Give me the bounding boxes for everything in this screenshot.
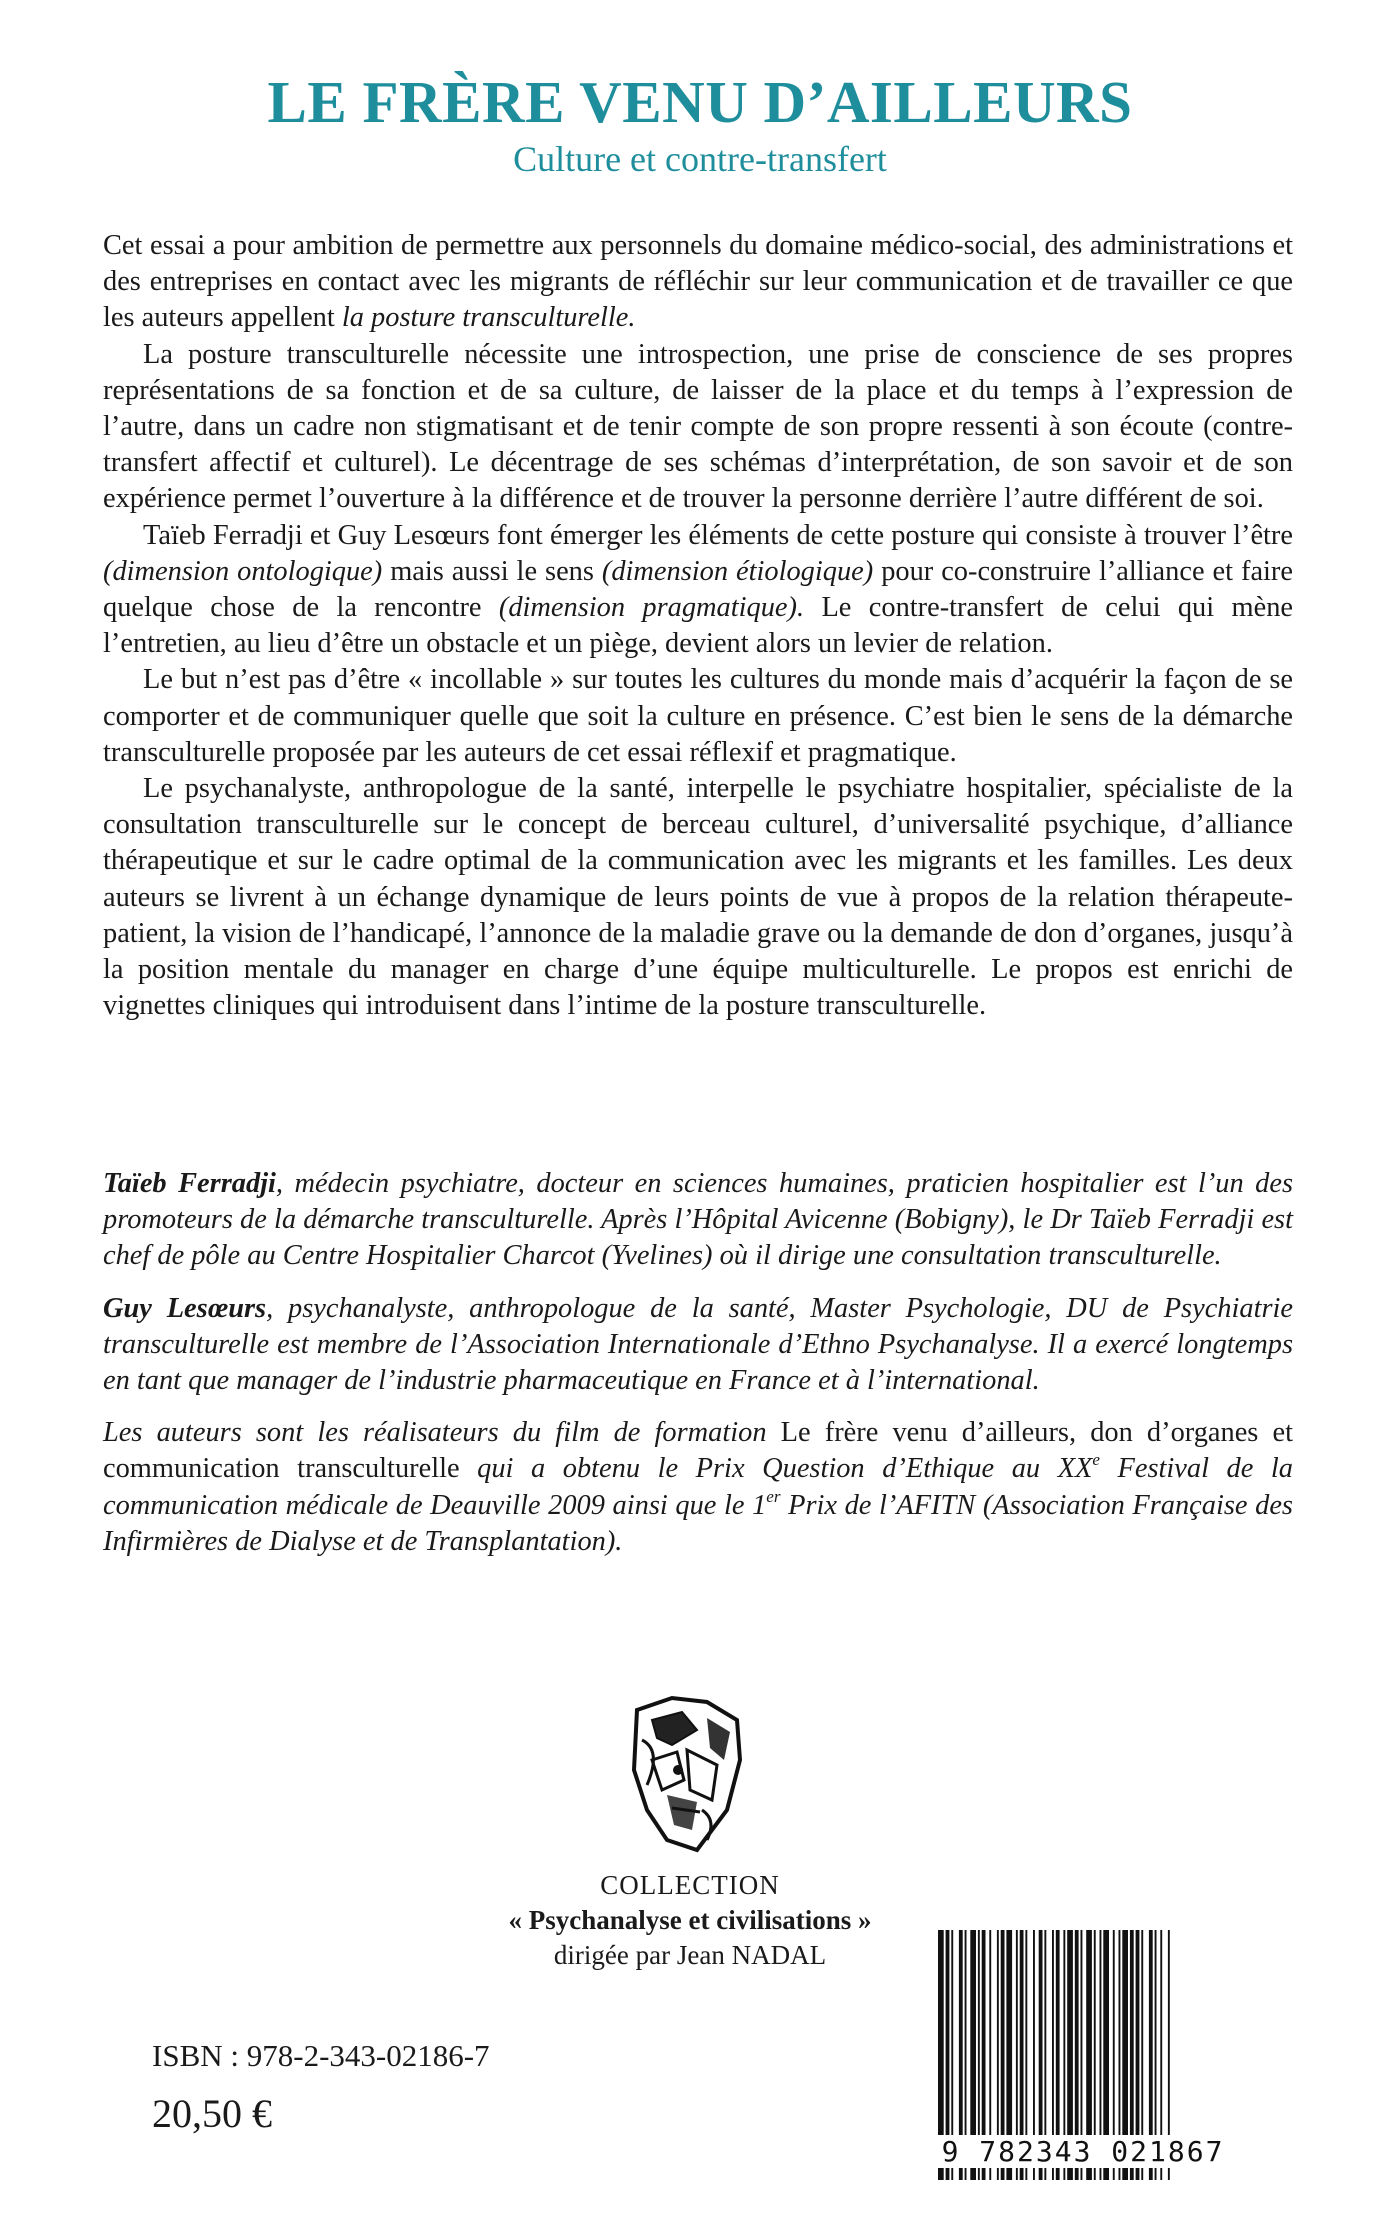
paragraph-3: Taïeb Ferradji et Guy Lesœurs font émerger les éléments de cette posture qui consiste à trouver l’être (dimension ontologique) mais aussi le sens (dimension étiologique) pour co-construire l’alliance et faire quelque chose de la rencontre (dimension pragmatique). Le contre-transfert de celui qui mène l’entretien, au lieu d’être un obstacle et un piège, devient alors un levier de relation. (103, 519, 1293, 660)
bio-lesoeurs: Guy Lesœurs, psychanalyste, anthropologue de la santé, Master Psychologie, DU de Psychiatrie transculturelle est membre de l’Association Internationale d’Ethno Psychanalyse. Il a exercé longtemps en tant que manager de l’industrie pharmaceutique en France et à l’international. (103, 1292, 1294, 1397)
paragraph-2: La posture transculturelle nécessite une introspection, une prise de conscience de ses propres représentations de sa fonction et de sa culture, de laisser de la place et du temps à l’expression de l’autre, dans un cadre non stigmatisant et de tenir compte de son propre ressenti à son écoute (contre-transfert affectif et culturel). Le décentrage de ses schémas d’interprétation, de son savoir et de son expérience permet l’ouverture à la différence et de trouver la personne derrière l’autre différent de soi. (103, 338, 1293, 515)
collection-name: « Psychanalyse et civilisations » (508, 1905, 872, 1935)
isbn: ISBN : 978-2-343-02186-7 (152, 2038, 490, 2073)
bio-ferradji: Taïeb Ferradji, médecin psychiatre, docteur en sciences humaines, praticien hospitalier est l’un des promoteurs de la démarche transculturelle. Après l’Hôpital Avicenne (Bobigny), le Dr Taïeb Ferradji est chef de pôle au Centre Hospitalier Charcot (Yvelines) où il dirige une consultation transculturelle. (103, 1168, 1294, 1272)
price: 20,50 € (152, 2091, 272, 2136)
paragraph-4: Le but n’est pas d’être « incollable » sur toutes les cultures du monde mais d’acquérir la façon de se comporter et de communiquer quelle que soit la culture en présence. C’est bien le sens de la démarche transculturelle proposée par les auteurs de cet essai réflexif et pragmatique. (103, 664, 1293, 768)
barcode-digits: 9 782343 021867 (932, 2135, 1234, 2168)
paragraph-5: Le psychanalyste, anthropologue de la santé, interpelle le psychiatre hospitalier, spécialiste de la consultation transculturelle sur le concept de berceau culturel, d’universalité psychique, d’alliance thérapeutique et sur le cadre optimal de la communication avec les migrants et les familles. Les deux auteurs se livrent à un échange dynamique de leurs points de vue à propos de la relation thérapeute-patient, la vision de l’handicapé, l’annonce de la maladie grave ou la demande de don d’organes, jusqu’à la position mentale du manager en charge d’une équipe multiculturelle. Le propos est enrichi de vignettes cliniques qui introduisent dans l’intime de la posture transculturelle. (103, 773, 1293, 1022)
author-bios (103, 1166, 1293, 1576)
collection-director: dirigée par Jean NADAL (553, 1940, 827, 1970)
book-subtitle: Culture et contre-transfert (513, 139, 887, 179)
author-name-lesoeurs: Guy Lesœurs (103, 1292, 267, 1324)
collection-info (440, 1868, 940, 1973)
collection-emblem-icon (612, 1690, 762, 1860)
book-title: LE FRÈRE VENU D’AILLEURS (267, 69, 1133, 135)
summary-text (103, 228, 1293, 1024)
film-note: Les auteurs sont les réalisateurs du film de formation Le frère venu d’ailleurs, don d’organes et communication transculturelle qui a obtenu le Prix Question d’Ethique au XXe Festival de la communication médicale de Deauville 2009 ainsi que le 1er Prix de l’AFITN (Association Française des Infirmières de Dialyse et de Transplantation). (103, 1417, 1293, 1557)
author-name-ferradji: Taïeb Ferradji (103, 1168, 276, 1199)
collection-label: COLLECTION (600, 1870, 780, 1900)
film-title: Le frère venu d’ailleurs, don d’organes et communication transculturelle (103, 1417, 1293, 1485)
paragraph-1: Cet essai a pour ambition de permettre aux personnels du domaine médico-social, des administrations et des entreprises en contact avec les migrants de réfléchir sur leur communication et de travailler ce que les auteurs appellent la posture transculturelle. (103, 230, 1293, 334)
